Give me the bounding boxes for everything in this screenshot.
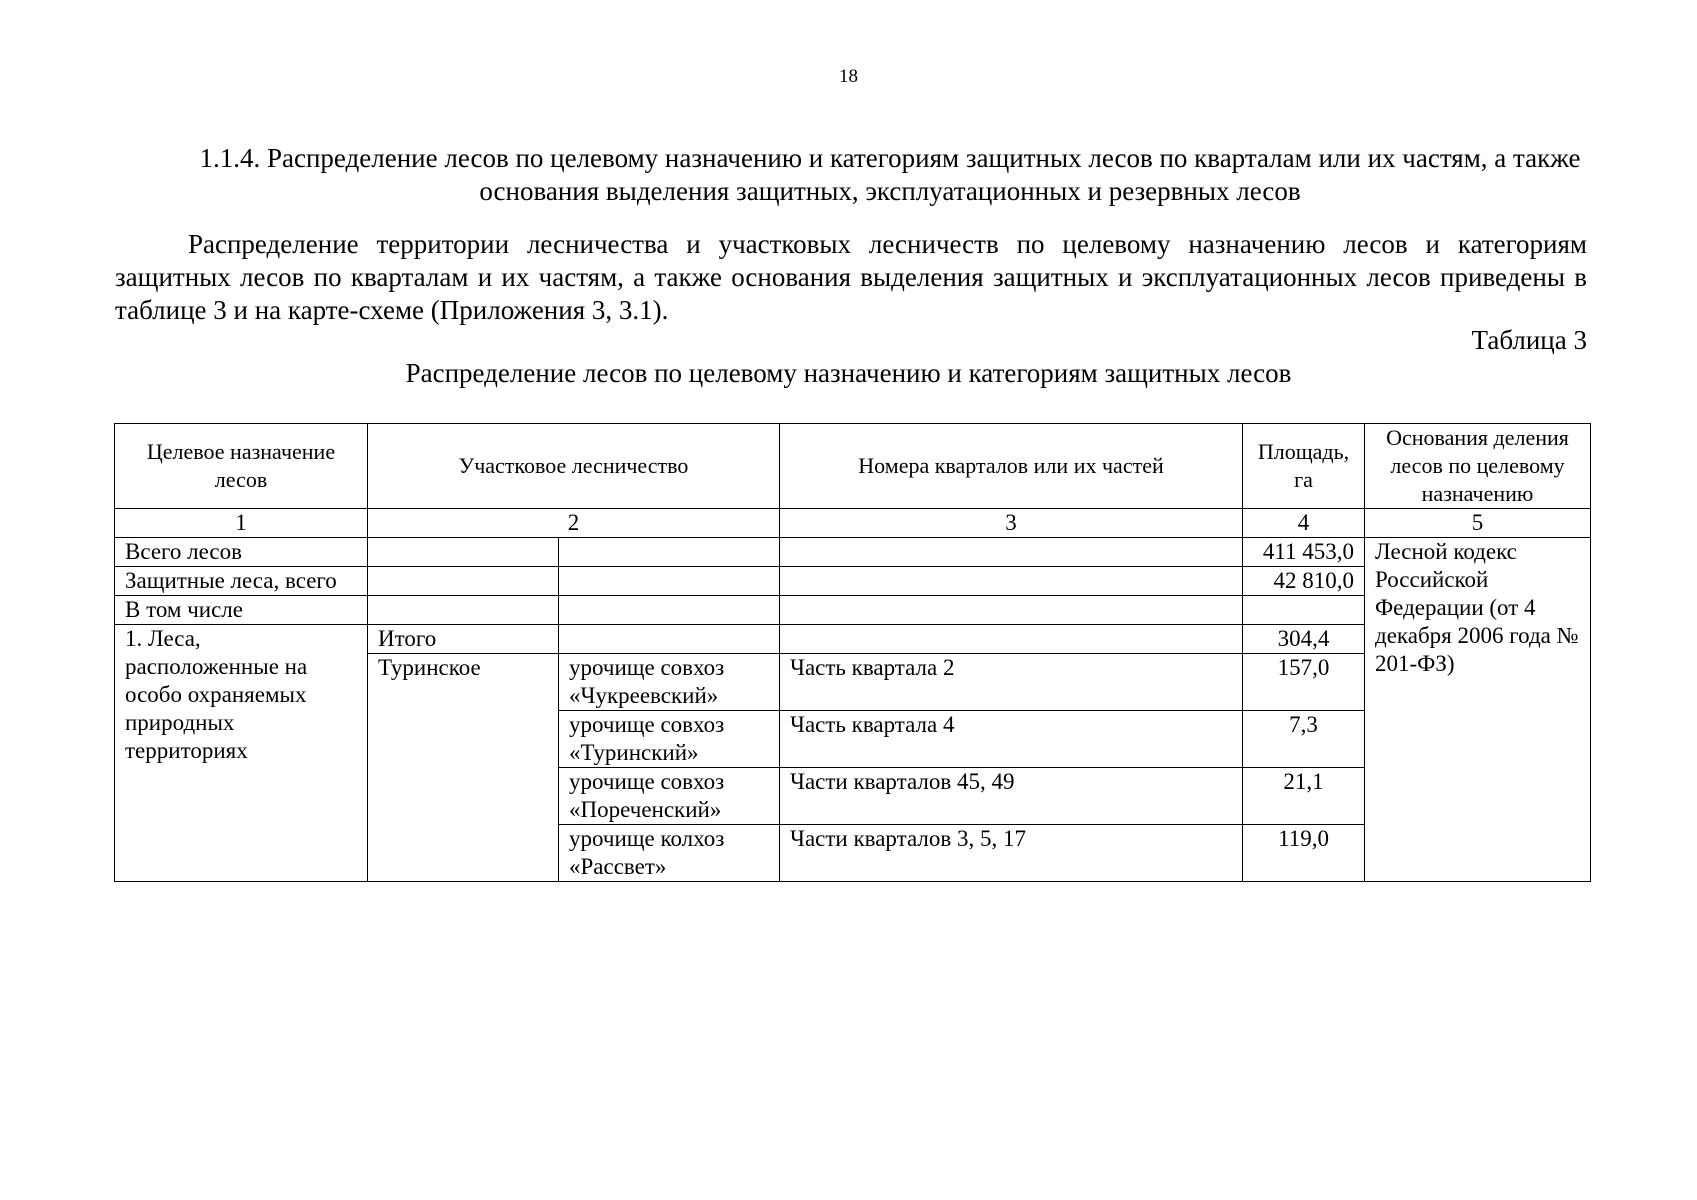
forest-distribution-table: [114, 423, 1591, 882]
tract-name: урочище совхоз «Пореченский»: [559, 768, 780, 825]
column-number: 2: [368, 509, 780, 538]
header-area: Площадь, га: [1243, 424, 1365, 509]
empty-cell: [368, 567, 559, 596]
area-cell: 42 810,0: [1243, 567, 1365, 596]
row-label: Всего лесов: [115, 538, 368, 567]
column-number: 5: [1365, 509, 1591, 538]
area-cell: 304,4: [1243, 625, 1365, 654]
area-cell: 21,1: [1243, 768, 1365, 825]
header-district: Участковое лесничество: [368, 424, 780, 509]
section-heading: 1.1.4. Распределение лесов по целевому назначению и категориям защитных лесов по кварталам или их частям, а также основания выделения защитных, эксплуатационных и резервных лесов: [199, 143, 1581, 206]
itogo-label: Итого: [368, 625, 559, 654]
empty-cell: [780, 625, 1243, 654]
quarters-cell: Части кварталов 3, 5, 17: [780, 825, 1243, 882]
header-purpose: Целевое назначение лесов: [115, 424, 368, 509]
tract-name: урочище совхоз «Туринский»: [559, 711, 780, 768]
page-number: 18: [839, 66, 858, 87]
empty-cell: [780, 538, 1243, 567]
empty-cell: [559, 596, 780, 625]
category-label: 1. Леса, расположенные на особо охраняемых природных территориях: [115, 625, 368, 882]
empty-cell: [368, 596, 559, 625]
quarters-cell: Части кварталов 45, 49: [780, 768, 1243, 825]
table-title: Распределение лесов по целевому назначению и категориям защитных лесов: [405, 358, 1292, 388]
area-cell: 119,0: [1243, 825, 1365, 882]
tract-name: урочище совхоз «Чукреевский»: [559, 654, 780, 711]
table-row: [115, 538, 1591, 567]
district-name: Туринское: [368, 654, 559, 882]
quarters-cell: Часть квартала 4: [780, 711, 1243, 768]
table-number: Таблица 3: [1471, 325, 1587, 355]
table-header-row: [115, 424, 1591, 509]
column-number: 3: [780, 509, 1243, 538]
header-quarters: Номера кварталов или их частей: [780, 424, 1243, 509]
empty-cell: [1243, 596, 1365, 625]
area-cell: 7,3: [1243, 711, 1365, 768]
column-number-row: [115, 509, 1591, 538]
empty-cell: [559, 625, 780, 654]
empty-cell: [368, 538, 559, 567]
row-label: В том числе: [115, 596, 368, 625]
tract-name: урочище колхоз «Рассвет»: [559, 825, 780, 882]
area-cell: 157,0: [1243, 654, 1365, 711]
intro-paragraph: Распределение территории лесничества и участковых лесничеств по целевому назначению лесов и категориям защитных лесов по кварталам и их частям, а также основания выделения защитных и эксплуатационных лесов приведены в таблице 3 и на карте-схеме (Приложения 3, 3.1).: [115, 229, 1587, 325]
empty-cell: [780, 596, 1243, 625]
header-basis: Основания деления лесов по целевому назначению: [1365, 424, 1591, 509]
basis-cell: Лесной кодекс Российской Федерации (от 4 декабря 2006 года № 201-ФЗ): [1365, 538, 1591, 882]
empty-cell: [559, 567, 780, 596]
empty-cell: [780, 567, 1243, 596]
column-number: 1: [115, 509, 368, 538]
area-cell: 411 453,0: [1243, 538, 1365, 567]
empty-cell: [559, 538, 780, 567]
column-number: 4: [1243, 509, 1365, 538]
quarters-cell: Часть квартала 2: [780, 654, 1243, 711]
row-label: Защитные леса, всего: [115, 567, 368, 596]
